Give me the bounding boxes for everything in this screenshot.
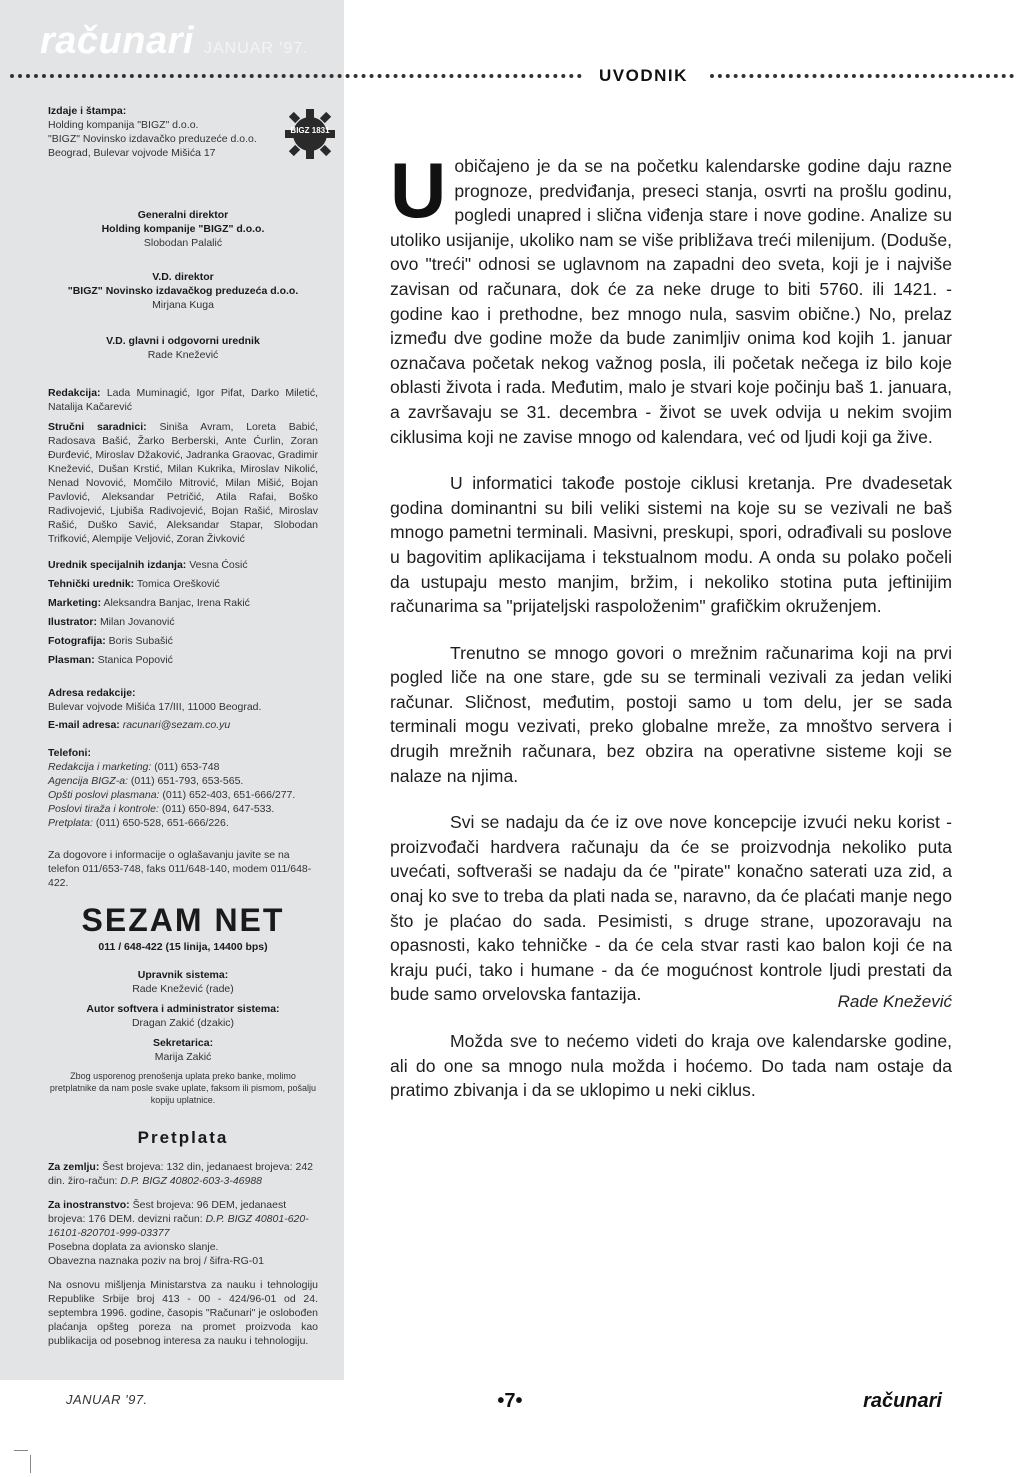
admin-label: Autor softvera i administrator sistema: [86, 1003, 280, 1015]
editorial-article [390, 146, 952, 1125]
footer-brand: računari [863, 1390, 942, 1412]
article-paragraph [390, 146, 952, 449]
sysop-name: Rade Knežević (rade) [132, 983, 234, 995]
role-title: V.D. direktor [152, 271, 214, 283]
author-signature: Rade Knežević [837, 992, 952, 1011]
role-person: Mirjana Kuga [152, 299, 214, 311]
roles-block [48, 558, 318, 667]
role-value: Milan Jovanović [99, 616, 175, 628]
foreign-account: D.P. BIGZ 40801-620-16101-820701-999-03377 [48, 1213, 309, 1239]
role-company: "BIGZ" Novinsko izdavačkog preduzeća d.o.o. [67, 285, 299, 297]
editor-in-chief-block [48, 334, 318, 362]
director-block [48, 270, 318, 312]
staff-entry [48, 386, 318, 414]
dotted-rule-left [10, 74, 582, 78]
role-label: Plasman: [48, 654, 95, 666]
foreign-label: Za inostranstvo: [48, 1199, 130, 1211]
phone-label: Redakcija i marketing: [48, 761, 152, 773]
payment-note: Zbog usporenog prenošenja uplata preko banke, molimo pretplatnike da nam posle svake uplate, faksom ili pismom, pošalju kopiju uplatnice. [49, 1071, 317, 1105]
dotted-rule-right [710, 74, 1014, 78]
email-link[interactable]: racunari@sezam.co.yu [122, 719, 231, 731]
publisher-line: Beograd, Bulevar vojvode Mišića 17 [48, 147, 216, 159]
subscription-foreign [48, 1198, 318, 1240]
domestic-label: Za zemlju: [48, 1161, 100, 1173]
paragraph-text: običajeno je da se na početku kalendarske godine daju razne prognoze, predviđanja, preseci stanja, osvrti na prošlu godinu, pogledi unapred i slična viđenja stare i nove godine. Analize su utoliko usijanije, ukoliko nam se više približava treći milenijum. (Doduše, ovo "treći" odnosi se uglavnom na zapadni deo sveta, koji je i najviše zavisan od računara, dok će za neke druge to biti 5760. ili 1421. - godine kao i prethodne, bez mnogo nula, sasvim obične.) No, prelaz između dve godine može da bude zanimljiv onima kod kojih 1. januar označava početak nekog važnog posla, ili početak nečega iz bilo koje oblasti života i rada. Međutim, malo je stvari koje počinju baš 1. januara, a završavaju se 31. decembra - život se uvek odvija u nekim svojim ciklusima koji ne zavise mnogo od kalendara, već od ljudi koji ga žive. [390, 156, 952, 447]
crop-mark [14, 1450, 28, 1451]
role-label: Ilustrator: [48, 616, 98, 628]
role-entry [48, 653, 318, 667]
phone-value: (011) 652-403, 651-666/277. [162, 789, 296, 801]
phones-label: Telefoni: [48, 747, 91, 759]
phone-value: (011) 651-793, 653-565. [130, 775, 244, 787]
phone-label: Agencija BIGZ-a: [48, 775, 128, 787]
email-label: E-mail adresa: [48, 719, 120, 731]
admin-name: Dragan Zakić (dzakic) [131, 1017, 235, 1029]
staff-value: Siniša Avram, Loreta Babić, Radosava Bašić, Žarko Berberski, Ante Ćurlin, Zoran Đurđević, Miroslav Džaković, Jadranka Graovac, Gradimir Knežević, Dušan Krstić, Milan Kukrika, Miroslav Nikolić, Nenad Novović, Momčilo Mitrović, Milan Mišić, Bojan Pavlović, Aleksandar Petričić, Atila Rafai, Boško Radivojević, Ljubiša Radivojević, Bojan Rašić, Miroslav Rašić, Duško Savić, Aleksandar Stapar, Slobodan Trifković, Alempije Veljović, Zoran Živković [48, 421, 318, 545]
article-paragraph: U informatici takođe postoje ciklusi kretanja. Pre dvadesetak godina dominantni su bili veliki sistemi na koje su se vezivali ne baš mnogo pametni terminali. Masivni, preskupi, spori, odrađivali su poslove u bagovitim aplikacijama i tekstualnom modu. A onda su polako počeli da ustupaju mesto manjim, bržim, i nekoliko stotina puta jeftinijim računarima sa "prijateljski raspoloženim" grafičkim okruženjem. [390, 473, 952, 617]
subscription-domestic [48, 1160, 318, 1188]
phone-label: Pretplata: [48, 817, 93, 829]
phones-block [48, 746, 318, 830]
masthead-logo: računari [40, 20, 194, 62]
sezam-phone: 011 / 648-422 (15 linija, 14400 bps) [98, 941, 268, 953]
address-value: Bulevar vojvode Mišića 17/III, 11000 Beograd. [48, 701, 262, 713]
footer-date: JANUAR '97. [66, 1392, 148, 1407]
air-note: Posebna doplata za avionsko slanje. [48, 1241, 219, 1253]
role-person: Slobodan Palalić [143, 237, 223, 249]
role-entry [48, 558, 318, 572]
role-label: Fotografija: [48, 635, 106, 647]
sezam-block [48, 940, 318, 1106]
staff-value: Lada Muminagić, Igor Pifat, Darko Miletić, Natalija Kačarević [48, 387, 319, 413]
phone-value: (011) 650-894, 647-533. [161, 803, 275, 815]
masthead-date: JANUAR '97. [203, 40, 309, 57]
article-paragraph: Trenutno se mnogo govori o mrežnim računarima koji na prvi pogled liče na one stare, gde su se terminali vezivali za jedan veliki računar. Sličnost, međutim, postoji samo u tom delu, jer se sada terminali mogu vezivati, preko globalne mreže, za mnoštvo servera i drugih mrežnih računara, bez obzira na operativne sisteme koji se nalaze na njima. [390, 642, 952, 786]
section-title: UVODNIK [599, 66, 688, 85]
phone-value: (011) 650-528, 651-666/226. [95, 817, 229, 829]
publisher-label: Izdaje i štampa: [48, 105, 127, 117]
role-value: Tomica Orešković [136, 578, 220, 590]
role-value: Stanica Popović [97, 654, 173, 666]
article-paragraph: Možda sve to nećemo videti do kraja ove kalendarske godine, ali do one sa mnogo nula možda i hoćemo. Do tada nam ostaje da pratimo zbivanja i da se uklopimo u neki ciklus. [390, 1031, 952, 1101]
role-label: Marketing: [48, 597, 102, 609]
tax-note: Na osnovu mišljenja Ministarstva za nauku i tehnologiju Republike Srbije broj 413 - 00 - 424/96-01 od 24. septembra 1996. godine, časopis "Računari" je oslobođen plaćanja opšteg poreza na promet proizvoda kao publikacija od posebnog interesa za nauku i tehnologiju. [48, 1279, 318, 1347]
masthead [40, 20, 309, 60]
publisher-line: Holding kompanija "BIGZ" d.o.o. [48, 119, 199, 131]
publisher-line: "BIGZ" Novinsko izdavačko preduzeće d.o.o. [48, 133, 257, 145]
domestic-text: Šest brojeva: 132 din, jedanaest brojeva: 242 din. žiro-račun: [48, 1161, 313, 1187]
phone-entry [48, 816, 318, 830]
role-title: Generalni direktor [137, 209, 229, 221]
staff-label: Stručni saradnici: [48, 421, 147, 433]
role-value: Aleksandra Banjac, Irena Rakić [103, 597, 250, 609]
phone-value: (011) 653-748 [154, 761, 220, 773]
role-entry [48, 596, 318, 610]
general-director-block [48, 208, 318, 250]
page-number: •7• [497, 1390, 523, 1412]
staff-label: Redakcija: [48, 387, 101, 399]
phone-entry [48, 774, 318, 788]
domestic-account: D.P. BIGZ 40802-603-3-46988 [120, 1175, 263, 1187]
phone-entry [48, 788, 318, 802]
role-title: V.D. glavni i odgovorni urednik [106, 335, 260, 347]
staff-entry [48, 420, 318, 546]
sezam-net-title: SEZAM NET [81, 902, 285, 938]
reference-note: Obavezna naznaka poziv na broj / šifra-RG-01 [48, 1255, 264, 1267]
address-label: Adresa redakcije: [48, 687, 136, 699]
secretary-label: Sekretarica: [152, 1037, 214, 1049]
editorial-staff-block [48, 386, 318, 546]
role-entry [48, 634, 318, 648]
subscription-block [48, 1160, 318, 1348]
role-entry [48, 577, 318, 591]
publisher-block [48, 104, 318, 160]
role-entry [48, 615, 318, 629]
role-company: Holding kompanije "BIGZ" d.o.o. [101, 223, 265, 235]
foreign-text: Šest brojeva: 96 DEM, jedanaest brojeva: 176 DEM. devizni račun: [48, 1199, 287, 1225]
email-line [48, 718, 318, 732]
sysop-label: Upravnik sistema: [137, 969, 229, 981]
role-label: Urednik specijalnih izdanja: [48, 559, 187, 571]
subscription-title: Pretplata [137, 1128, 229, 1147]
role-value: Boris Subašić [108, 635, 173, 647]
crop-mark [30, 1455, 31, 1473]
address-block [48, 686, 318, 732]
bigz-logo-icon [282, 106, 338, 162]
role-label: Tehnički urednik: [48, 578, 135, 590]
role-person: Rade Knežević [147, 349, 219, 361]
ads-note: Za dogovore i informacije o oglašavanju javite se na telefon 011/653-748, faks 011/648-140, modem 011/648-422. [48, 849, 312, 889]
article-paragraph: Svi se nadaju da će iz ove nove koncepcije izvući neku korist - proizvođači hardvera računaju da će se proizvodnja nekoliko puta uvećati, softveraši se nadaju da će "pirate" konačno saterati uza zid, a onaj ko sve to treba da plati nada se, naravno, da će plaćati manje nego što je plaćao do sada. Pesimisti, s druge strane, upozoravaju na opasnosti, kako tehničke - da će cela stvar rasti kao balon koji će na kraju pući, tako i humane - da će mogućnost kontrole ljudi prestati da bude samo orvelovska fantazija. [390, 812, 952, 1005]
logo-text: BIGZ 1831 [290, 126, 330, 135]
phone-entry [48, 760, 318, 774]
section-rule [10, 66, 1014, 86]
drop-cap: U [390, 146, 447, 234]
phone-label: Opšti poslovi plasmana: [48, 789, 160, 801]
secretary-name: Marija Zakić [154, 1051, 212, 1063]
role-value: Vesna Ćosić [189, 559, 248, 571]
phone-entry [48, 802, 318, 816]
phone-label: Poslovi tiraža i kontrole: [48, 803, 159, 815]
